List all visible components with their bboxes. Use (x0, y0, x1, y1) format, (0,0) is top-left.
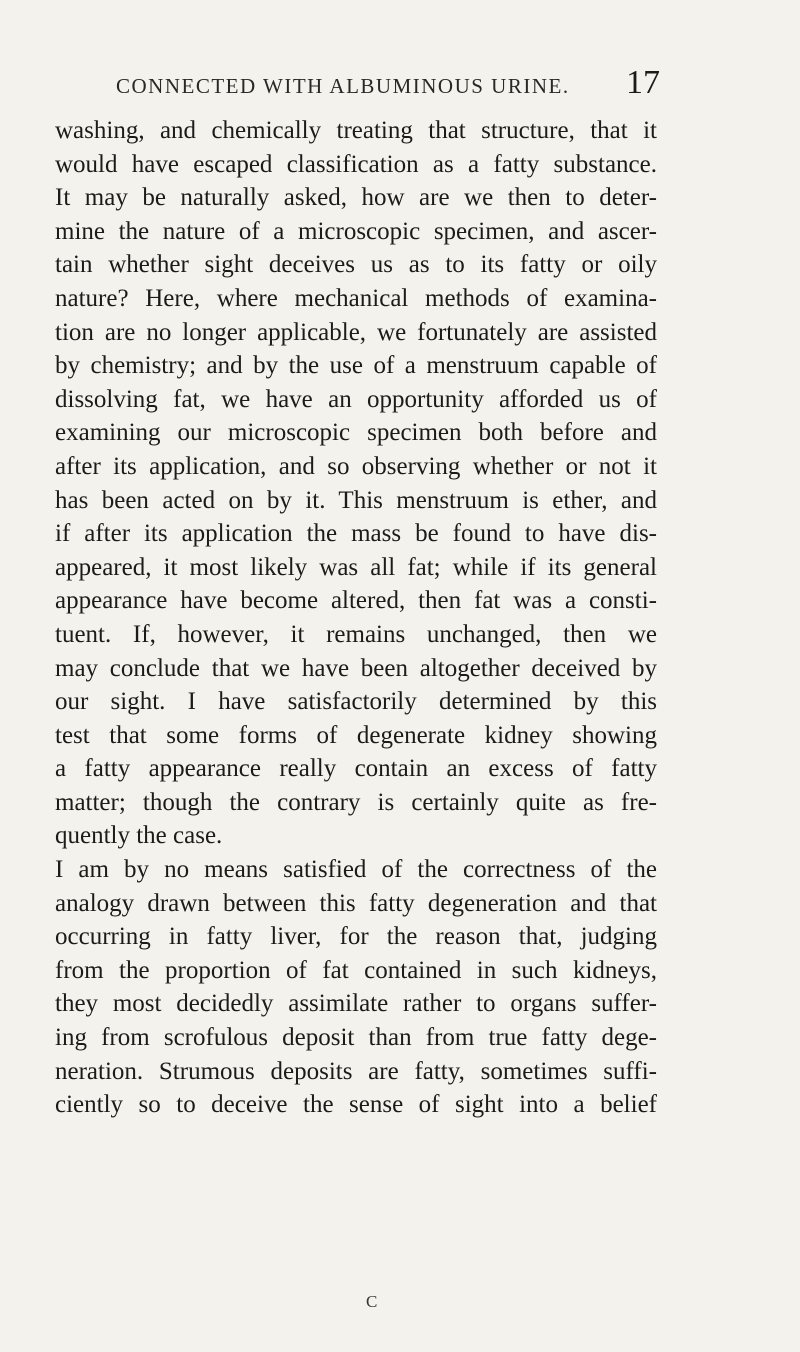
text-line: quently the case. (55, 822, 223, 850)
text-line: occurring in fatty liver, for the reason that, judging (55, 923, 657, 951)
text-line: ciently so to deceive the sense of sight into a belief (55, 1091, 657, 1119)
text-line: It may be naturally asked, how are we then to deter- (55, 184, 657, 212)
text-line: test that some forms of degenerate kidney showing (55, 721, 657, 749)
text-line: I am by no means satisfied of the correctness of the (55, 856, 657, 884)
text-line: if after its application the mass be found to have dis- (55, 520, 657, 548)
text-line: washing, and chemically treating that structure, that it (55, 117, 657, 144)
body-text (55, 114, 657, 1122)
text-line: tion are no longer applicable, we fortunately are assisted (55, 318, 657, 346)
text-line: a fatty appearance really contain an excess of fatty (55, 755, 657, 783)
text-line: tain whether sight deceives us as to its fatty or oily (55, 251, 657, 279)
running-head (0, 66, 800, 106)
text-line: tuent. If, however, it remains unchanged, then we (55, 620, 657, 648)
text-line: from the proportion of fat contained in such kidneys, (55, 956, 657, 984)
text-line: nature? Here, where mechanical methods of examina- (55, 284, 657, 312)
text-line: may conclude that we have been altogether deceived by (55, 654, 657, 682)
text-line: analogy drawn between this fatty degeneration and that (55, 889, 657, 917)
text-line: ing from scrofulous deposit than from true fatty dege- (55, 1024, 657, 1052)
text-line: appearance have become altered, then fat was a consti- (55, 587, 657, 615)
running-title: CONNECTED WITH ALBUMINOUS URINE. (116, 74, 570, 98)
text-line: has been acted on by it. This menstruum is ether, and (55, 486, 657, 514)
text-line: after its application, and so observing whether or not it (55, 452, 657, 480)
text-line: dissolving fat, we have an opportunity afforded us of (55, 385, 657, 413)
signature-mark: C (366, 1292, 379, 1311)
text-line: neration. Strumous deposits are fatty, sometimes suffi- (55, 1057, 657, 1085)
text-line: appeared, it most likely was all fat; while if its general (55, 553, 657, 581)
text-line: by chemistry; and by the use of a menstruum capable of (55, 352, 657, 380)
text-line: mine the nature of a microscopic specimen, and ascer- (55, 217, 657, 245)
page-number: 17 (626, 64, 660, 101)
text-line: would have escaped classification as a fatty substance. (55, 150, 657, 178)
text-line: our sight. I have satisfactorily determined by this (55, 688, 657, 716)
text-line: examining our microscopic specimen both before and (55, 419, 657, 447)
text-line: they most decidedly assimilate rather to organs suffer- (55, 990, 657, 1018)
text-line: matter; though the contrary is certainly quite as fre- (55, 788, 657, 816)
